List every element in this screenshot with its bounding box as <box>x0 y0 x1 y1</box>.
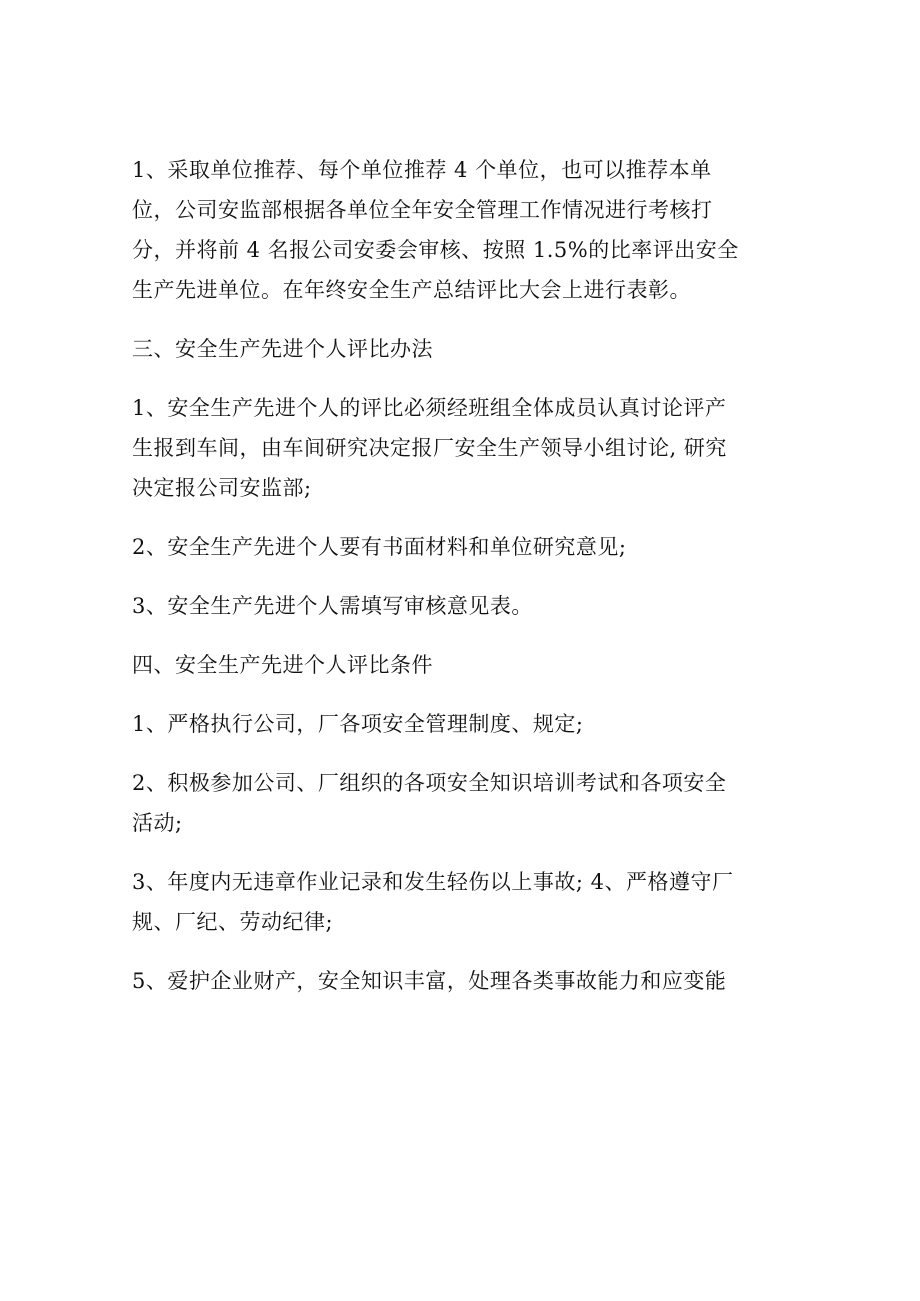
paragraph-review-form <box>132 586 782 626</box>
text-line: 1、严格执行公司，厂各项安全管理制度、规定; <box>132 712 584 736</box>
paragraph-written-materials <box>132 527 782 567</box>
text-line: 位，公司安监部根据各单位全年安全管理工作情况进行考核打 <box>132 198 713 222</box>
text-line: 3、年度内无违章作业记录和发生轻伤以上事故; 4、严格遵守厂 <box>132 870 734 894</box>
heading-line: 三、安全生产先进个人评比办法 <box>132 337 433 361</box>
paragraph-unit-recommendation <box>132 150 782 310</box>
text-line: 活动; <box>132 811 183 835</box>
text-line: 生产先进单位。在年终安全生产总结评比大会上进行表彰。 <box>132 278 691 302</box>
document-body <box>132 150 782 1020</box>
heading-line: 四、安全生产先进个人评比条件 <box>132 653 433 677</box>
text-line: 1、采取单位推荐、每个单位推荐 4 个单位，也可以推荐本单 <box>132 158 712 182</box>
text-line: 分，并将前 4 名报公司安委会审核、按照 1.5%的比率评出安全 <box>132 238 739 262</box>
text-line: 决定报公司安监部; <box>132 476 312 500</box>
paragraph-condition-2 <box>132 763 782 843</box>
paragraph-individual-evaluation <box>132 388 782 508</box>
paragraph-condition-1 <box>132 704 782 744</box>
text-line: 5、爱护企业财产，安全知识丰富，处理各类事故能力和应变能 <box>132 969 727 993</box>
text-line: 2、积极参加公司、厂组织的各项安全知识培训考试和各项安全 <box>132 771 727 795</box>
text-line: 2、安全生产先进个人要有书面材料和单位研究意见; <box>132 535 627 559</box>
text-line: 生报到车间，由车间研究决定报厂安全生产领导小组讨论, 研究 <box>132 436 727 460</box>
text-line: 规、厂纪、劳动纪律; <box>132 910 334 934</box>
section-heading-individual-method <box>132 329 782 369</box>
text-line: 3、安全生产先进个人需填写审核意见表。 <box>132 594 533 618</box>
paragraph-condition-3-4 <box>132 862 782 942</box>
section-heading-individual-conditions <box>132 645 782 685</box>
paragraph-condition-5 <box>132 961 782 1001</box>
text-line: 1、安全生产先进个人的评比必须经班组全体成员认真讨论评产 <box>132 396 727 420</box>
